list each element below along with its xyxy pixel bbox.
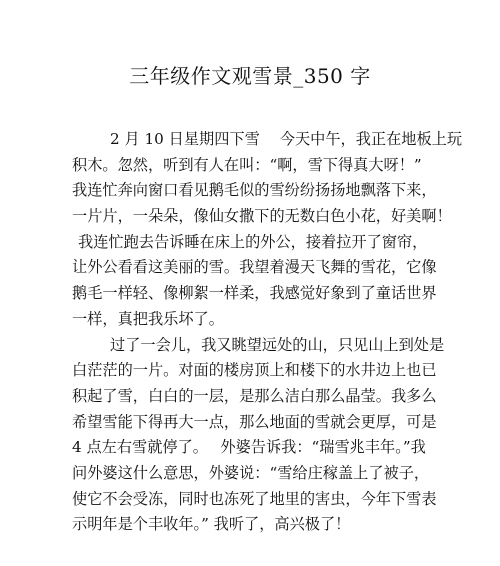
text-line: 我连忙奔向窗口看见鹅毛似的雪纷纷扬扬地飘落下来， [72,181,437,200]
text-line: 积起了雪，白白的一层，是那么洁白那么晶莹。我多么 [72,386,437,405]
essay-body [72,127,472,538]
text-line: 使它不会受冻，同时也冻死了地里的害虫，今年下雪表 [72,489,437,508]
text-line: 白茫茫的一片。对面的楼房顶上和楼下的水井边上也已 [72,361,437,380]
text-line: 问外婆这什么意思，外婆说：“雪给庄稼盖上了被子， [72,463,430,482]
text-line: 示明年是个丰收年。” 我听了，高兴极了！ [72,515,351,534]
text-line: 希望雪能下得再大一点，那么地面的雪就会更厚，可是 [72,412,437,431]
text-line: 鹅毛一样轻、像柳絮一样柔，我感觉好象到了童话世界 [72,284,437,303]
text-line: 一样，真把我乐坏了。 [72,309,224,328]
text-line: 我连忙跑去告诉睡在床上的外公，接着拉开了窗帘， [78,232,428,251]
text-line: 积木。忽然，听到有人在叫：“啊，雪下得真大呀！” [72,155,422,174]
text-line: 让外公看看这美丽的雪。我望着漫天飞舞的雪花，它像 [72,258,437,277]
text-line: 一片片，一朵朵，像仙女撒下的无数白色小花，好美啊！ [72,207,452,226]
text-line: 过了一会儿，我又眺望远处的山，只见山上到处是 [110,335,445,354]
text-line: 2 月 10 日星期四下雪 今天中午，我正在地板上玩 [110,130,463,148]
page-title: 三年级作文观雪景_350 字 [129,64,371,88]
text-line: 4 点左右雪就停了。 外婆告诉我：“瑞雪兆丰年。”我 [72,438,426,457]
